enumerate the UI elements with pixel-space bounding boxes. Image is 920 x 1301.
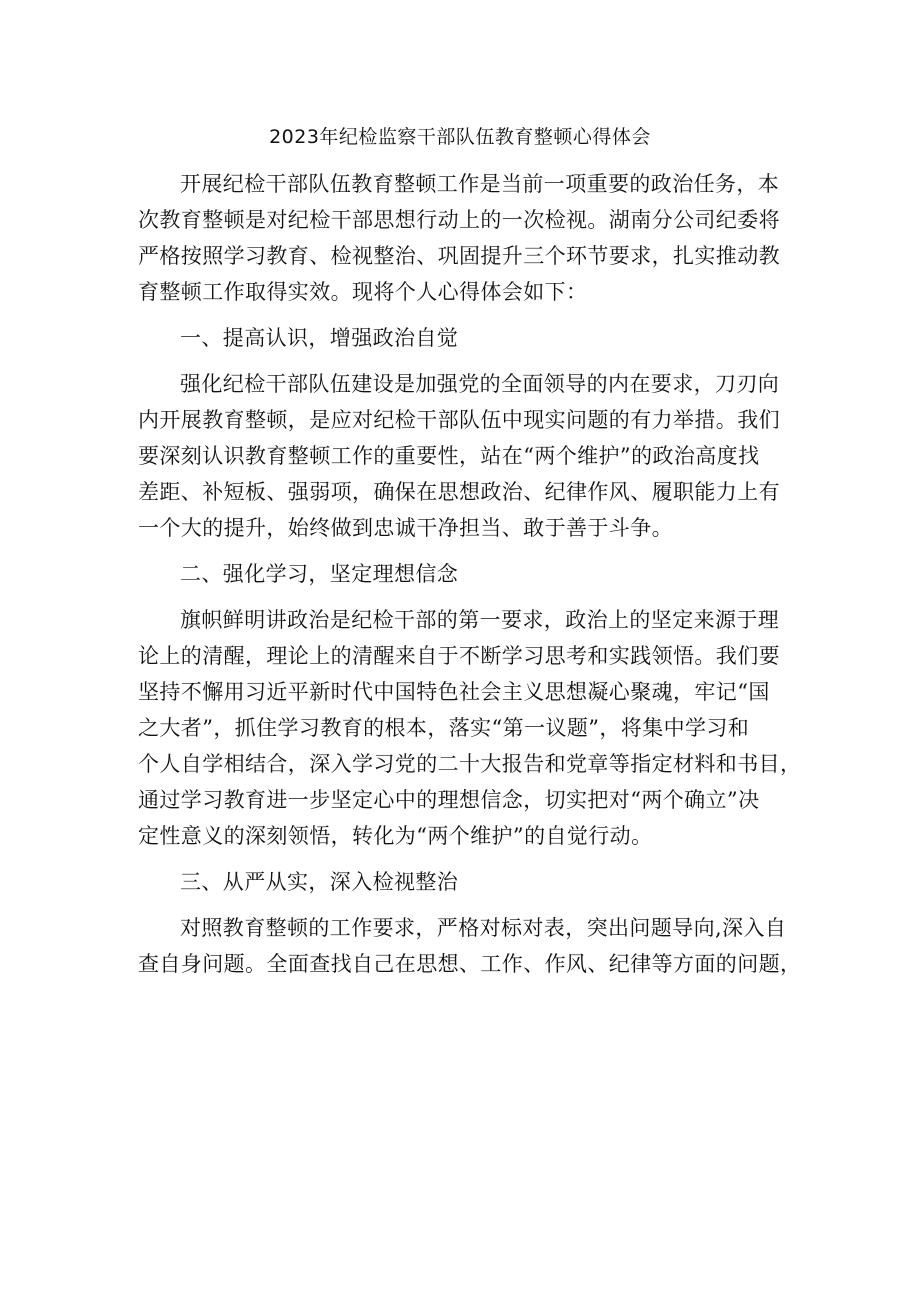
text-line: 要深刻认识教育整顿工作的重要性，站在“两个维护”的政治高度找 (138, 444, 760, 468)
text-line: 内开展教育整顿，是应对纪检干部队伍中现实问题的有力举措。我们 (138, 408, 780, 432)
text-line: 个人自学相结合，深入学习党的二十大报告和党章等指定材料和书目， (138, 752, 802, 776)
section-heading-2: 二、强化学习，坚定理想信念 (180, 562, 459, 586)
text-line: 次教育整顿是对纪检干部思想行动上的一次检视。湖南分公司纪委将 (138, 208, 780, 232)
text-line: 一个大的提升，始终做到忠诚干净担当、敢于善于斗争。 (138, 516, 673, 540)
text-line: 论上的清醒，理论上的清醒来自于不断学习思考和实践领悟。我们要 (138, 644, 780, 668)
section-paragraph-1 (138, 366, 798, 546)
intro-paragraph (138, 166, 798, 310)
text-line: 之大者”，抓住学习教育的根本，落实“第一议题”，将集中学习和 (138, 716, 750, 740)
text-line: 差距、补短板、强弱项，确保在思想政治、纪律作风、履职能力上有 (138, 480, 780, 504)
section-paragraph-3 (138, 910, 802, 982)
section-heading-1: 一、提高认识，增强政治自觉 (180, 326, 459, 350)
text-line: 定性意义的深刻领悟，转化为“两个维护”的自觉行动。 (138, 824, 653, 848)
document-title: 2023年纪检监察干部队伍教育整顿心得体会 (269, 126, 651, 148)
text-line: 查自身问题。全面查找自己在思想、工作、作风、纪律等方面的问题， (138, 952, 802, 976)
text-line: 通过学习教育进一步坚定心中的理想信念，切实把对“两个确立”决 (138, 788, 760, 812)
document-body (138, 166, 802, 982)
section-paragraph-2 (138, 602, 802, 854)
text-line: 强化纪检干部队伍建设是加强党的全面领导的内在要求，刀刃向 (180, 372, 780, 396)
text-line: 育整顿工作取得实效。现将个人心得体会如下： (138, 280, 588, 304)
text-line: 对照教育整顿的工作要求，严格对标对表，突出问题导向,深入自 (180, 916, 787, 940)
section-heading-3: 三、从严从实，深入检视整治 (180, 870, 459, 894)
text-line: 严格按照学习教育、检视整治、巩固提升三个环节要求，扎实推动教 (138, 244, 780, 268)
text-line: 开展纪检干部队伍教育整顿工作是当前一项重要的政治任务，本 (180, 172, 780, 196)
text-line: 旗帜鲜明讲政治是纪检干部的第一要求，政治上的坚定来源于理 (180, 608, 780, 632)
text-line: 坚持不懈用习近平新时代中国特色社会主义思想凝心聚魂，牢记“国 (138, 680, 770, 704)
